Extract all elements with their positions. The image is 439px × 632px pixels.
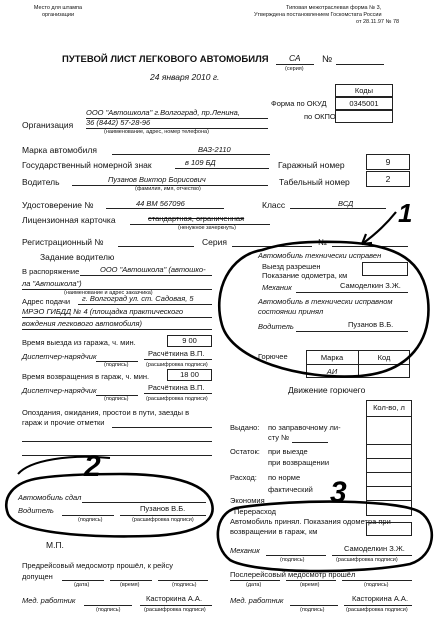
- remain-return: при возвращении: [268, 458, 330, 467]
- okpo-label: по ОКПО: [304, 112, 336, 121]
- disposal-caption: (наименование и адрес заказчика): [64, 290, 153, 296]
- pretrip-label: Предрейсовый медосмотр прошёл, к рейсу: [22, 561, 173, 570]
- posttrip-sign-caption: (подпись): [364, 582, 389, 588]
- return-mechanic-decode-caption: (расшифровка подписи): [336, 557, 398, 563]
- address-underline-2: [22, 317, 212, 318]
- handover-driver-label: Водитель: [18, 506, 54, 515]
- annotation-hook: [18, 457, 110, 474]
- certificate-label: Удостоверение №: [22, 200, 94, 210]
- return-mechanic-name-underline: [332, 555, 412, 556]
- odometer-label: Показание одометра, км: [262, 271, 348, 280]
- remain-label: Остаток:: [230, 447, 260, 456]
- economy-label: Экономия: [230, 496, 265, 505]
- stamp-place-label-2: организации: [41, 12, 75, 18]
- license-card-caption: (ненужное зачеркнуть): [178, 225, 236, 231]
- posttrip-time-caption: (время): [300, 582, 320, 588]
- okpo-cell: [335, 110, 393, 123]
- delays-label: Опоздания, ожидания, простои в пути, заезды в: [22, 408, 190, 417]
- dispatcher-value: Расчёткина В.П.: [148, 349, 205, 358]
- posttrip-date-caption: (дата): [246, 582, 262, 588]
- stamp-place-label: Место для штампа: [33, 5, 83, 11]
- dispatcher-decode-caption: (расшифровка подписи): [146, 362, 208, 368]
- car-accepted-label: Автомобиль принял. Показания одометра при: [230, 517, 391, 526]
- fuel-movement-heading: Движение горючего: [288, 385, 366, 395]
- plate-underline: [175, 168, 269, 169]
- handover-sign-caption: (подпись): [78, 517, 103, 523]
- form-type-label: Типовая межотраслевая форма № 3,: [286, 5, 382, 11]
- fuel-qty-row-line-3: [366, 458, 412, 459]
- disposal-value: ООО "Автошкола" (автошко-: [100, 265, 206, 274]
- car-brand-value: ВАЗ-2110: [198, 145, 231, 154]
- posttrip-medic-value: Касторкина А.А.: [352, 594, 409, 603]
- garage-number-label: Гаражный номер: [278, 160, 345, 170]
- return-mechanic-label: Механик: [230, 546, 260, 555]
- class-value: ВСД: [338, 199, 354, 208]
- posttrip-extra-underline: [342, 580, 412, 581]
- return-mechanic-value: Самоделкин З.Ж.: [344, 544, 405, 553]
- annotation-mark-2: 2: [84, 450, 101, 483]
- issued-text-2: сту №: [268, 433, 290, 442]
- issued-label: Выдано:: [230, 423, 260, 432]
- pretrip-sign-caption: (подпись): [172, 582, 197, 588]
- posttrip-medic-label: Мед. работник: [230, 596, 284, 605]
- address-underline-3: [22, 329, 212, 330]
- fuel-brand-header: Марка: [320, 353, 344, 362]
- dispatcher2-label: Диспетчер-нарядчик: [22, 386, 97, 395]
- issued-number-underline: [292, 442, 328, 443]
- remain-departure: при выезде: [268, 447, 308, 456]
- registration-underline: [118, 246, 194, 247]
- pretrip-time-caption: (время): [120, 582, 140, 588]
- pretrip-date-underline: [62, 580, 104, 581]
- return-odometer-cell: [366, 522, 412, 536]
- driver-caption: (фамилия, имя, отчество): [135, 186, 201, 192]
- certificate-value: 44 ВМ 567096: [136, 199, 185, 208]
- posttrip-medic-sign-underline: [290, 605, 338, 606]
- issued-text: по заправочному ли-: [268, 423, 341, 432]
- driver-label: Водитель: [22, 177, 60, 187]
- plate-value: в 109 БД: [185, 158, 216, 167]
- dispatcher-sign-caption: (подпись): [104, 362, 129, 368]
- task-heading: Задание водителю: [40, 252, 115, 262]
- handover-driver-value: Пузанов В.Б.: [140, 504, 186, 513]
- class-label: Класс: [262, 200, 286, 210]
- form-approval-label: Утверждена постановлением Госкомстата России: [254, 12, 382, 18]
- car-brand-label: Марка автомобиля: [22, 145, 97, 155]
- posttrip-medic-decode-caption: (расшифровка подписи): [346, 607, 408, 613]
- garage-number-value: 9: [385, 157, 391, 167]
- series-value: СА: [289, 53, 301, 63]
- exit-allowed-label: Выезд разрешен: [262, 262, 321, 271]
- dispatcher2-name-underline: [144, 393, 212, 394]
- pretrip-extra-underline: [158, 580, 208, 581]
- delays-underline-1: [112, 427, 212, 428]
- pretrip-date-caption: (дата): [74, 582, 90, 588]
- certificate-underline: [106, 208, 224, 209]
- handover-decode-caption: (расшифровка подписи): [132, 517, 194, 523]
- reg-series-underline: [232, 246, 312, 247]
- class-underline: [290, 208, 386, 209]
- medic-decode-caption: (расшифровка подписи): [144, 607, 206, 613]
- return-time-value: 18 00: [180, 370, 199, 379]
- overuse-label: Перерасход: [234, 507, 277, 516]
- disposal-value-2: ла "Автошкола"): [22, 279, 82, 288]
- medic-label: Мед. работник: [22, 596, 76, 605]
- medic-sign-caption: (подпись): [96, 607, 121, 613]
- address-underline-1: [78, 304, 212, 305]
- tech-ok-heading: Автомобиль технически исправен: [258, 251, 382, 260]
- dispatcher2-value: Расчёткина В.П.: [148, 383, 205, 392]
- usage-norm: по норме: [268, 473, 301, 482]
- number-underline: [336, 64, 384, 65]
- fuel-qty-row-line-4: [366, 472, 412, 473]
- fuel-qty-row-line-1: [366, 416, 412, 417]
- license-card-value: стандартная, ограниченная: [148, 214, 245, 223]
- posttrip-time-underline: [286, 580, 336, 581]
- dispatcher-label: Диспетчер-нарядчик: [22, 352, 97, 361]
- tech-accepted-label: Автомобиль в технически исправном: [258, 297, 393, 306]
- stamp-place-mp: М.П.: [46, 540, 64, 550]
- license-card-label: Лицензионная карточка: [22, 215, 116, 225]
- okud-value: 0345001: [349, 99, 379, 108]
- fuel-brand-value: АИ: [326, 367, 338, 376]
- usage-label: Расход:: [230, 473, 257, 482]
- delays-label-2: гараж и прочие отметки: [22, 418, 105, 427]
- usage-actual: фактический: [268, 485, 313, 494]
- fuel-qty-row-line-2: [366, 444, 412, 445]
- number-label: №: [322, 54, 333, 65]
- mechanic-value: Самоделкин З.Ж.: [340, 281, 401, 290]
- reg-number-underline: [332, 246, 408, 247]
- annotation-mark-3: 3: [330, 476, 347, 509]
- okud-label: Форма по ОКУД: [271, 99, 327, 108]
- odometer-cell: [362, 262, 408, 276]
- address-label: Адрес подачи: [22, 297, 71, 306]
- car-handed-label: Автомобиль сдал: [18, 493, 82, 502]
- plate-label: Государственный номерной знак: [22, 160, 152, 170]
- medic-value: Касторкина А.А.: [146, 594, 203, 603]
- annotation-arrow-1: [362, 212, 396, 244]
- car-brand-underline: [112, 154, 270, 155]
- form-approval-date: от 28.11.97 № 78: [356, 19, 400, 25]
- reg-number-label: №: [318, 237, 328, 247]
- tech-driver-label: Водитель: [258, 322, 294, 331]
- departure-time-value: 9 00: [182, 336, 197, 345]
- series-caption: (серия): [285, 66, 304, 72]
- tab-number-value: 2: [385, 174, 391, 184]
- registration-label: Регистрационный №: [22, 237, 104, 247]
- driver-value: Пузанов Виктор Борисович: [108, 175, 206, 184]
- organization-value-2: 36 (8442) 57-28-96: [86, 118, 151, 127]
- tab-number-label: Табельный номер: [279, 177, 350, 187]
- posttrip-medic-name-underline: [344, 605, 412, 606]
- address-value-2: МРЭО ГИБДД № 4 (площадка практического: [22, 307, 184, 316]
- disposal-underline-1: [80, 275, 212, 276]
- posttrip-medic-sign-caption: (подпись): [300, 607, 325, 613]
- tech-driver-underline: [296, 331, 408, 332]
- organization-value: ООО "Автошкола" г.Волгоград, пр.Ленина,: [86, 108, 240, 117]
- mechanic-label: Механик: [262, 283, 292, 292]
- annotation-arrow-1-head: [362, 234, 372, 244]
- handover-sign-underline: [62, 515, 114, 516]
- return-mechanic-sign-caption: (подпись): [280, 557, 305, 563]
- tech-accepted-label-2: состоянии принял: [258, 307, 324, 316]
- document-date: 24 января 2010 г.: [150, 72, 220, 82]
- medic-name-underline: [140, 605, 212, 606]
- fuel-code-header: Код: [377, 353, 391, 362]
- medic-sign-underline: [84, 605, 132, 606]
- fuel-label: Горючее: [258, 352, 288, 361]
- return-mechanic-sign-underline: [266, 555, 326, 556]
- reg-series-label: Серия: [202, 237, 227, 247]
- dispatcher2-sign-caption: (подпись): [104, 396, 129, 402]
- delays-underline-2: [22, 441, 212, 442]
- car-accepted-label-2: возвращении в гараж, км: [230, 527, 318, 536]
- posttrip-label: Послерейсовый медосмотр прошёл: [230, 570, 356, 579]
- address-value: г. Волгоград ул. ст. Садовая, 5: [82, 294, 194, 303]
- fuel-qty-row-line-5: [366, 486, 412, 487]
- series-underline: [276, 64, 314, 65]
- departure-time-label: Время выезда из гаража, ч. мин.: [22, 338, 136, 347]
- organization-label: Организация: [22, 120, 74, 130]
- disposal-label: В распоряжение: [22, 267, 80, 276]
- return-time-label: Время возвращения в гараж, ч. мин.: [22, 372, 150, 381]
- pretrip-time-underline: [110, 580, 152, 581]
- handover-name-underline: [120, 515, 206, 516]
- mechanic-underline: [296, 292, 408, 293]
- dispatcher2-decode-caption: (расшифровка подписи): [146, 396, 208, 402]
- fuel-qty-row-line-6: [366, 500, 412, 501]
- dispatcher-name-underline: [144, 359, 212, 360]
- page-title: ПУТЕВОЙ ЛИСТ ЛЕГКОВОГО АВТОМОБИЛЯ: [62, 54, 269, 65]
- address-value-3: вождения легкового автомобиля): [22, 319, 142, 328]
- posttrip-date-underline: [230, 580, 280, 581]
- car-handed-underline: [82, 502, 206, 503]
- fuel-qty-header: Кол-во, л: [373, 403, 405, 412]
- organization-caption: (наименование, адрес, номер телефона): [104, 129, 209, 135]
- annotation-mark-1: 1: [398, 198, 413, 228]
- tech-driver-value: Пузанов В.Б.: [348, 320, 394, 329]
- codes-header: Коды: [354, 86, 374, 95]
- delays-underline-3: [22, 455, 212, 456]
- pretrip-label-2: допущен: [22, 572, 53, 581]
